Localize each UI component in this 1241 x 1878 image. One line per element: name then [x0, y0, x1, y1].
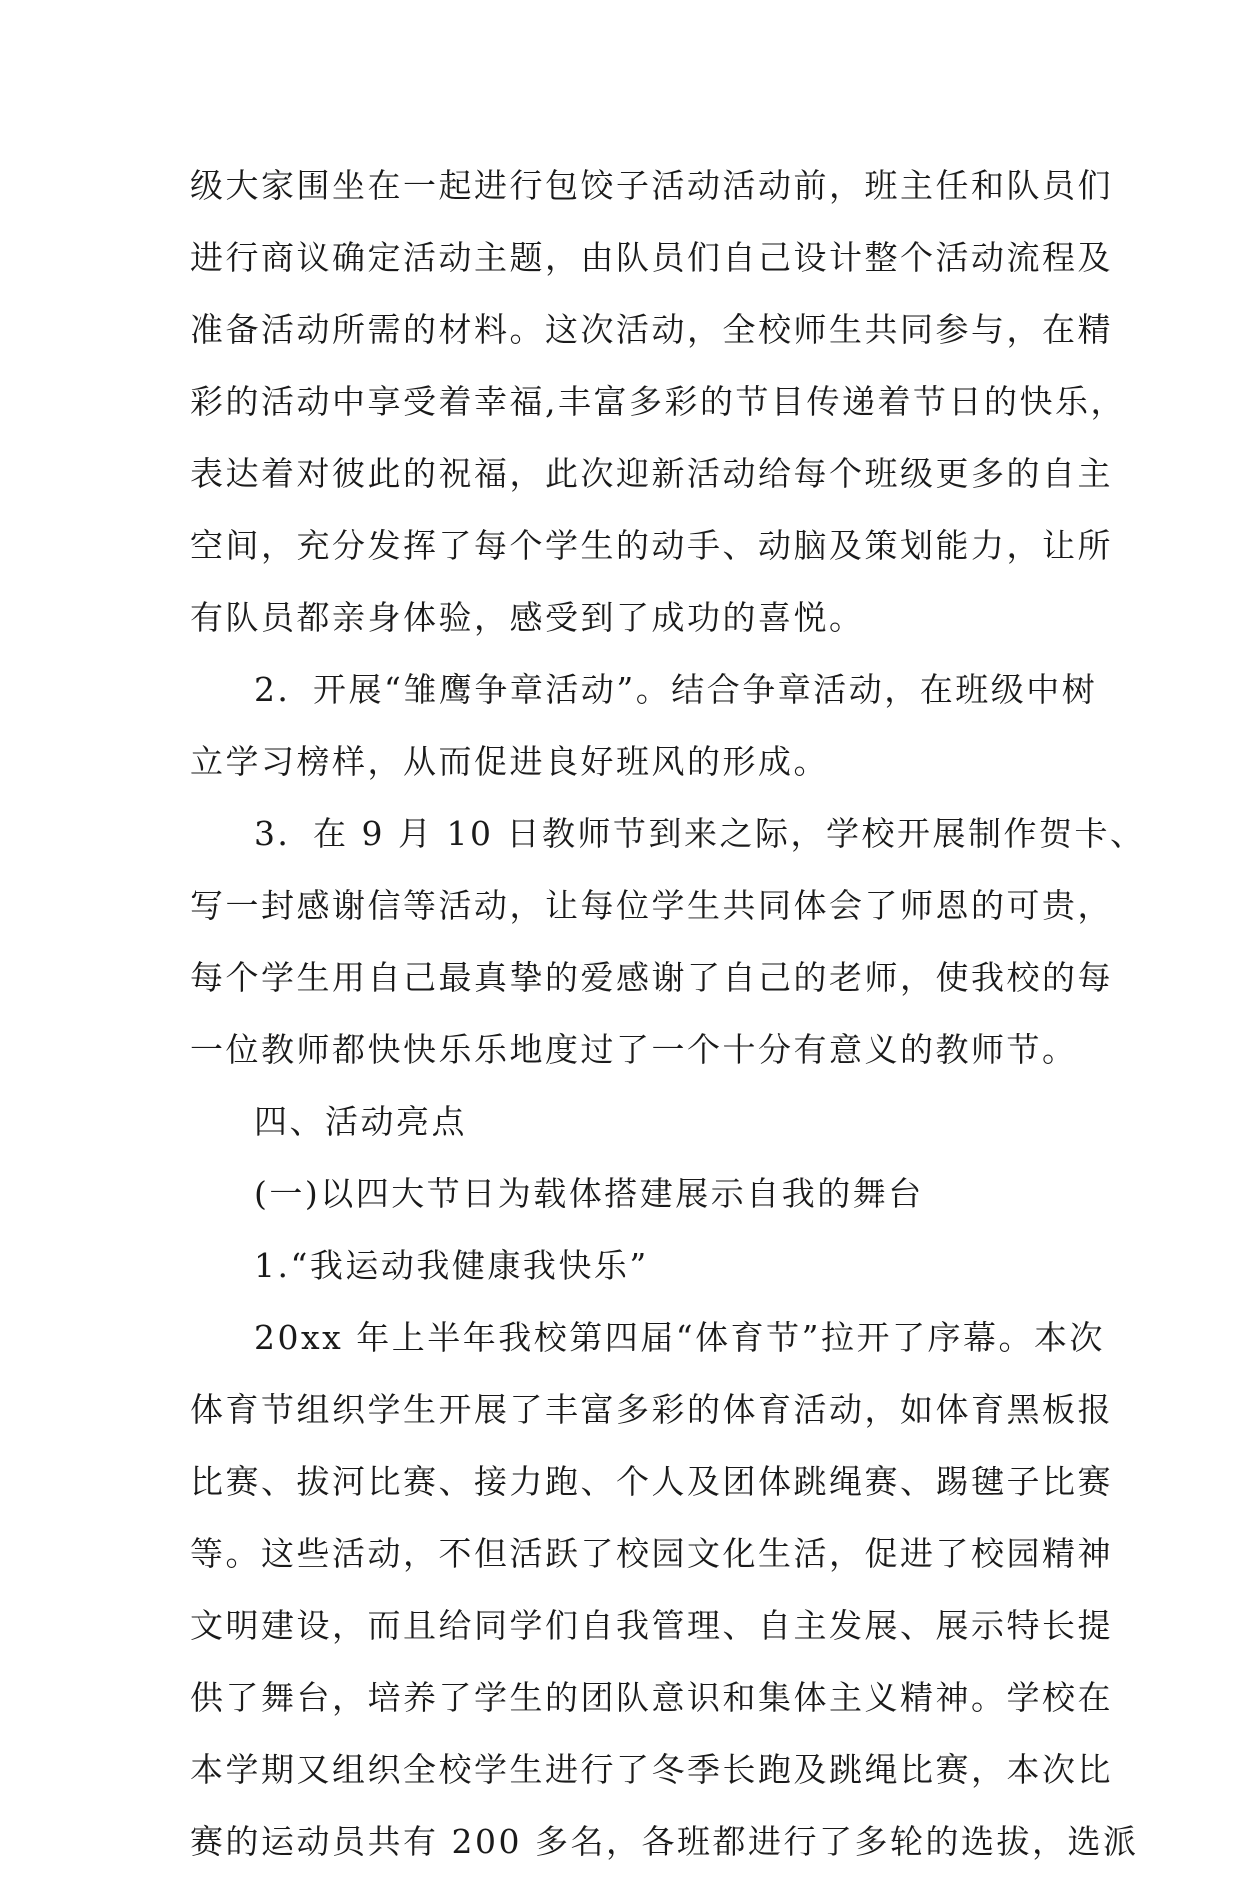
- text-line: 准备活动所需的材料。这次活动，全校师生共同参与，在精: [190, 310, 1113, 349]
- text-line: 供了舞台，培养了学生的团队意识和集体主义精神。学校在: [190, 1678, 1113, 1717]
- paragraph-start-line: 2．开展“雏鹰争章活动”。结合争章活动，在班级中树: [254, 670, 1098, 709]
- body-text: [190, 150, 1146, 1878]
- text-line: 赛的运动员共有 200 多名，各班都进行了多轮的选拔，选派: [190, 1822, 1139, 1861]
- text-line: 级大家围坐在一起进行包饺子活动活动前，班主任和队员们: [190, 166, 1113, 205]
- text-line: 每个学生用自己最真挚的爱感谢了自己的老师，使我校的每: [190, 958, 1113, 997]
- text-line: 写一封感谢信等活动，让每位学生共同体会了师恩的可贵，: [190, 886, 1113, 925]
- paragraph-start-line: 20xx 年上半年我校第四届“体育节”拉开了序幕。本次: [254, 1318, 1105, 1357]
- subsection-heading: (一)以四大节日为载体搭建展示自我的舞台: [254, 1174, 924, 1213]
- text-line: 一位教师都快快乐乐地度过了一个十分有意义的教师节。: [190, 1030, 1078, 1069]
- text-line: 本学期又组织全校学生进行了冬季长跑及跳绳比赛，本次比: [190, 1750, 1113, 1789]
- paragraph-start-line: 3．在 9 月 10 日教师节到来之际，学校开展制作贺卡、: [254, 814, 1146, 853]
- text-line: 空间，充分发挥了每个学生的动手、动脑及策划能力，让所: [190, 526, 1113, 565]
- item-heading: 1.“我运动我健康我快乐”: [254, 1246, 649, 1285]
- text-line: 有队员都亲身体验，感受到了成功的喜悦。: [190, 598, 865, 637]
- text-line: 表达着对彼此的祝福，此次迎新活动给每个班级更多的自主: [190, 454, 1113, 493]
- section-heading: 四、活动亮点: [254, 1102, 467, 1141]
- text-line: 比赛、拔河比赛、接力跑、个人及团体跳绳赛、踢毽子比赛: [190, 1462, 1113, 1501]
- text-line: 彩的活动中享受着幸福,丰富多彩的节目传递着节日的快乐，: [190, 382, 1126, 421]
- text-line: 体育节组织学生开展了丰富多彩的体育活动，如体育黑板报: [190, 1390, 1113, 1429]
- text-line: 进行商议确定活动主题，由队员们自己设计整个活动流程及: [190, 238, 1113, 277]
- text-line: 立学习榜样，从而促进良好班风的形成。: [190, 742, 829, 781]
- text-line: 文明建设，而且给同学们自我管理、自主发展、展示特长提: [190, 1606, 1113, 1645]
- text-line: 等。这些活动，不但活跃了校园文化生活，促进了校园精神: [190, 1534, 1113, 1573]
